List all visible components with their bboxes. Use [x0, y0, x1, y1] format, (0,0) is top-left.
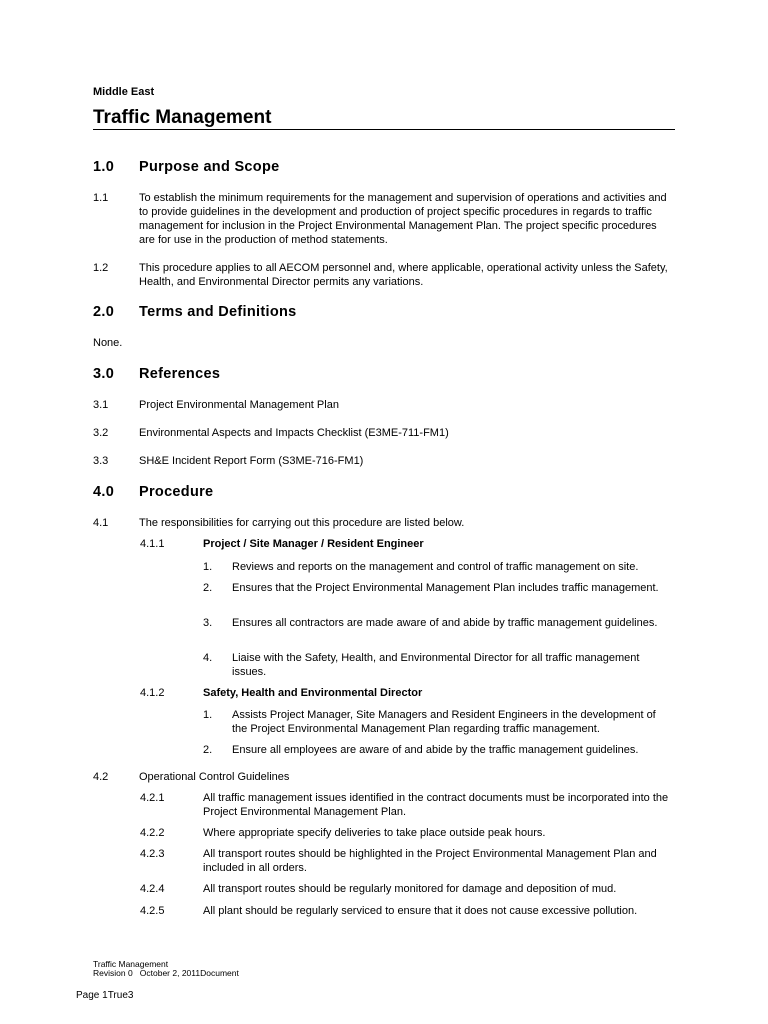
subsection-number: 4.2.5 [140, 905, 165, 917]
footer-document-title: Traffic Management [93, 959, 169, 969]
list-text: Ensures that the Project Environmental Management Plan includes traffic management. [232, 582, 659, 594]
paragraph-number: 4.1 [93, 517, 109, 529]
section-title: References [139, 366, 221, 382]
section-number: 3.0 [93, 366, 115, 382]
subsection-text: All traffic management issues identified in the contract documents must be incorporated into the Project Environmental Management Plan. [203, 792, 669, 818]
paragraph-text: Project Environmental Management Plan [139, 399, 339, 411]
subsection-number: 4.2.3 [140, 848, 165, 860]
list-text: Ensure all employees are aware of and abide by the traffic management guidelines. [232, 744, 639, 756]
paragraph-text: Environmental Aspects and Impacts Checklist (E3ME-711-FM1) [139, 427, 449, 439]
paragraph-text: None. [93, 337, 123, 349]
list-number: 1. [203, 561, 213, 573]
section-title: Procedure [139, 484, 214, 500]
region-label: Middle East [93, 86, 155, 98]
paragraph-number: 1.2 [93, 262, 109, 274]
paragraph-number: 3.1 [93, 399, 109, 411]
paragraph-number: 4.2 [93, 771, 109, 783]
section-number: 2.0 [93, 304, 115, 320]
subsection-number: 4.2.4 [140, 883, 165, 895]
paragraph-number: 3.2 [93, 427, 109, 439]
paragraph-number: 1.1 [93, 192, 109, 204]
section-number: 4.0 [93, 484, 115, 500]
list-text: Liaise with the Safety, Health, and Environmental Director for all traffic management issues. [232, 652, 640, 678]
subsection-number: 4.2.2 [140, 827, 165, 839]
page-number: Page 1True3 [76, 990, 134, 1001]
paragraph-text: Operational Control Guidelines [139, 771, 290, 783]
section-number: 1.0 [93, 159, 115, 175]
section-title: Purpose and Scope [139, 159, 280, 175]
subsection-number: 4.2.1 [140, 792, 165, 804]
subsection-text: Where appropriate specify deliveries to take place outside peak hours. [203, 827, 546, 839]
document-title: Traffic Management [93, 107, 272, 128]
list-number: 2. [203, 744, 213, 756]
list-text: Assists Project Manager, Site Managers and Resident Engineers in the development of the Project Environmental Management Plan regarding traffic management. [232, 709, 656, 735]
paragraph-text: This procedure applies to all AECOM personnel and, where applicable, operational activity unless the Safety, Health, and Environmental Director permits any variations. [139, 262, 668, 288]
section-title: Terms and Definitions [139, 304, 297, 320]
subsection-text: All transport routes should be regularly monitored for damage and deposition of mud. [203, 883, 617, 895]
list-number: 1. [203, 709, 213, 721]
paragraph-number: 3.3 [93, 455, 109, 467]
title-underline [93, 129, 675, 130]
paragraph-text: SH&E Incident Report Form (S3ME-716-FM1) [139, 455, 364, 467]
list-number: 3. [203, 617, 213, 629]
subsection-text: All transport routes should be highlighted in the Project Environmental Management Plan and included in all orders. [203, 848, 657, 874]
footer-revision: Revision 0 October 2, 2011Document [93, 968, 239, 978]
list-number: 2. [203, 582, 213, 594]
paragraph-text: To establish the minimum requirements for the management and supervision of operations and activities and to provide guidelines in the development and production of project specific procedures in regards to traffic management for inclusion in the Project Environmental Management Plan. The project specific procedures are for use in the production of method statements. [139, 192, 667, 246]
subsection-number: 4.1.2 [140, 687, 165, 699]
paragraph-text: The responsibilities for carrying out this procedure are listed below. [139, 517, 465, 529]
subsection-text: All plant should be regularly serviced to ensure that it does not cause excessive pollution. [203, 905, 638, 917]
subsection-heading: Safety, Health and Environmental Director [203, 687, 423, 699]
list-text: Reviews and reports on the management and control of traffic management on site. [232, 561, 639, 573]
paragraph-none [93, 336, 683, 350]
subsection-number: 4.1.1 [140, 538, 165, 550]
list-number: 4. [203, 652, 213, 664]
subsection-heading: Project / Site Manager / Resident Engineer [203, 538, 424, 550]
list-text: Ensures all contractors are made aware of and abide by traffic management guidelines. [232, 617, 658, 629]
